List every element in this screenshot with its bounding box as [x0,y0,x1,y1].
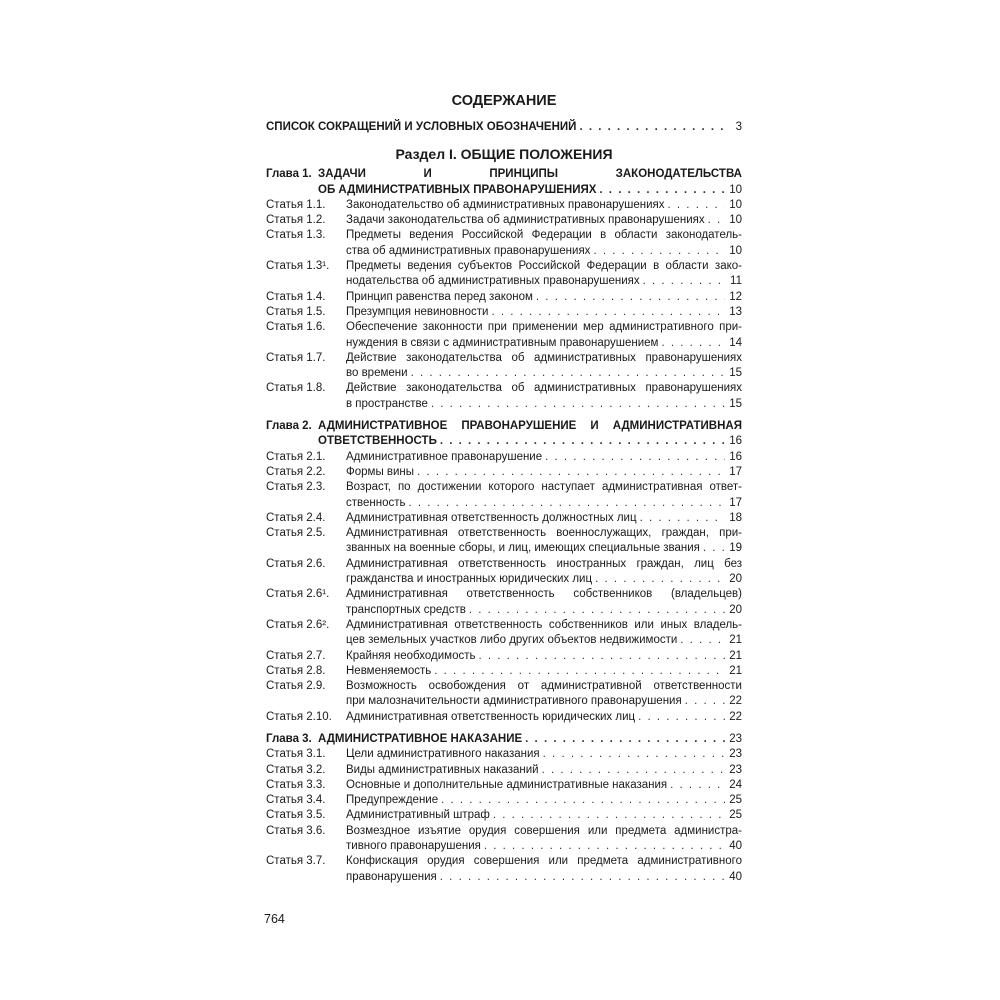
toc-leader-line [346,649,742,664]
toc-entry-label: Статья 1.1. [266,198,326,211]
toc-entry-title [346,808,742,823]
toc-entry-label: Статья 2.7. [266,649,326,662]
toc-leader-line [318,732,742,747]
toc-leader-line [346,274,742,289]
toc-page-number: 10 [729,198,742,211]
toc-entry-title [346,213,742,228]
toc-title-line: ЗАДАЧИ И ПРИНЦИПЫ ЗАКОНОДАТЕЛЬСТВА [318,168,742,181]
toc-entry-label: Статья 2.6². [266,618,330,631]
toc-page-number: 40 [729,870,742,883]
toc-title-line: Обеспечение законности при применении мер административного при- [346,321,742,334]
dot-leader [417,465,725,480]
toc-leader-line [346,710,742,725]
toc-page-number: 40 [729,840,742,853]
toc-title-line: Предметы ведения Российской Федерации в области законодатель- [346,229,742,242]
toc-title-line: СПИСОК СОКРАЩЕНИЙ И УСЛОВНЫХ ОБОЗНАЧЕНИЙ [266,121,577,133]
toc-entry-label: Статья 1.3¹. [266,260,330,273]
toc-title-line: ОТВЕТСТВЕННОСТЬ [318,435,437,448]
toc-title-line: Законодательство об административных правонарушениях [346,198,665,211]
toc-leader-line [346,511,742,526]
toc-entry-label: Статья 3.1. [266,748,326,761]
toc-title-line: Административная ответственность собственников (владельцев) [346,588,742,601]
toc-chapter-entry[interactable] [266,419,742,450]
toc-entry-label: Статья 1.4. [266,290,326,303]
section-heading: Раздел I. ОБЩИЕ ПОЛОЖЕНИЯ [395,146,613,163]
toc-leader-line [346,366,742,381]
toc-leader-line [346,572,742,587]
toc-entry-label: Глава 1. [266,168,312,181]
toc-page-number: 23 [729,732,742,745]
dot-leader [525,732,725,747]
toc-page-number: 21 [729,634,742,647]
toc-title-line: Действие законодательства об административных правонарушениях [346,382,742,395]
toc-title-line: Административный штраф [346,809,490,822]
dot-leader [545,450,725,465]
toc-leader-line [346,213,742,228]
toc-page-number: 23 [729,748,742,761]
toc-leader-line [346,336,742,351]
dot-leader [680,633,725,648]
dot-leader [640,511,725,526]
toc-entry-label: Глава 2. [266,420,312,433]
toc-title-line: Цели административного наказания [346,748,540,761]
toc-leader-line [318,434,742,449]
toc-entry-title [318,167,742,198]
dot-leader [409,496,726,511]
toc-leader-line [346,603,742,618]
toc-page-number: 24 [729,778,742,791]
toc-title-line: Возраст, по достижении которого наступает административная ответ- [346,481,742,494]
dot-leader [708,213,725,228]
toc-page-number: 21 [729,649,742,662]
toc-entry-title [318,732,742,747]
toc-entry-title [346,664,742,679]
toc-title-line: тивного правонарушения [346,840,481,853]
toc-title-line: Виды административных наказаний [346,763,539,776]
toc-page-number: 23 [729,763,742,776]
toc-title-line: Административная ответственность должностных лиц [346,511,637,524]
dot-leader [661,336,725,351]
toc-title-line: ственность [346,496,406,509]
toc-title-line: Конфискация орудия совершения или предмета административного [346,855,742,868]
toc-article-entry[interactable] [266,290,742,305]
dot-leader [469,603,725,618]
toc-page-number: 18 [729,511,742,524]
toc-article-entry[interactable] [266,778,742,793]
toc-title-line: нуждения в связи с административным правонарушением [346,336,659,349]
toc-leader-line [346,778,742,793]
dot-leader [670,778,725,793]
toc-article-entry[interactable] [266,511,742,526]
toc-article-entry[interactable] [266,649,742,664]
toc-article-entry[interactable] [266,710,742,725]
toc-title-line: Крайняя необходимость [346,649,476,662]
toc-leader-line [346,541,742,556]
toc-article-entry[interactable] [266,557,742,588]
toc-article-entry[interactable] [266,763,742,778]
toc-entry-title [346,465,742,480]
toc-title-line: АДМИНИСТРАТИВНОЕ НАКАЗАНИЕ [318,732,523,745]
toc-title-line: ства об административных правонарушениях [346,244,591,257]
toc-entry-title [346,679,742,710]
toc-entry-label: Статья 3.2. [266,763,326,776]
toc-page-number: 25 [729,809,742,822]
toc-entry-title [346,511,742,526]
toc-title-line: Предметы ведения субъектов Российской Федерации в области зако- [346,260,742,273]
toc-leader-line [346,465,742,480]
toc-entry-title [346,259,742,290]
toc-title-line: Формы вины [346,465,415,478]
dot-leader [440,870,725,885]
toc-article-entry[interactable] [266,351,742,382]
dot-leader [685,694,725,709]
toc-leader-line [266,120,742,135]
toc-entry-label: Статья 2.3. [266,481,326,494]
toc-article-entry[interactable] [266,198,742,213]
dot-leader [595,572,725,587]
toc-leader-line [346,839,742,854]
toc-article-entry[interactable] [266,305,742,320]
toc-title-line: Административная ответственность собственников или иных владель- [346,618,742,631]
toc-entry-title [346,557,742,588]
dot-leader [431,397,725,412]
toc-entry-label: Статья 2.2. [266,465,326,478]
chapter-gap [266,725,742,732]
toc-title-line: во времени [346,367,408,380]
toc-entry-title [346,320,742,351]
toc-page-number: 21 [729,664,742,677]
toc-entry-title [318,419,742,450]
toc-leader-line [346,747,742,762]
toc-page-number: 19 [729,542,742,555]
toc-title-line: Административная ответственность юридических лиц [346,710,636,723]
toc-article-entry[interactable] [266,228,742,259]
toc-entry-label: Статья 1.2. [266,214,326,227]
toc-article-entry[interactable] [266,465,742,480]
toc-entry-label: Статья 2.9. [266,680,326,693]
toc-article-entry[interactable] [266,664,742,679]
toc-title-line: Действие законодательства об административных правонарушениях [346,351,742,364]
toc-page-number: 3 [735,121,742,133]
dot-leader [542,763,725,778]
toc-chapter-entry[interactable] [266,167,742,198]
toc-leader-line [346,496,742,511]
toc-title-line: Принцип равенства перед законом [346,290,533,303]
toc-article-entry[interactable] [266,747,742,762]
toc-page-number: 17 [729,496,742,509]
toc-title-line: в пространстве [346,397,428,410]
toc-page-number: 20 [729,603,742,616]
toc-entry-title [346,618,742,649]
dot-leader [484,839,725,854]
dot-leader [493,808,725,823]
toc-chapter-entry[interactable] [266,732,742,747]
toc-title-line: Административная ответственность иностранных граждан, лиц без [346,557,742,570]
dot-leader [543,747,725,762]
toc-title-line: Презумпция невиновности [346,305,489,318]
toc-page-number: 17 [729,465,742,478]
toc-title-line: Возмездное изъятие орудия совершения или предмета администра- [346,824,742,837]
toc-leader-line [346,633,742,648]
toc-article-entry[interactable] [266,480,742,511]
toc-page-number: 13 [729,305,742,318]
toc-article-entry[interactable] [266,618,742,649]
toc-page-number: 20 [729,573,742,586]
toc-leader-line [346,870,742,885]
toc-title-line: транспортных средств [346,603,466,616]
toc-entry-label: Статья 2.8. [266,664,326,677]
toc-title-line: Задачи законодательства об административных правонарушениях [346,214,705,227]
dot-leader [478,649,725,664]
toc-entry-title [346,763,742,778]
toc-entry-label: Статья 2.1. [266,450,326,463]
toc-entry-title [346,793,742,808]
toc-title-line: при малозначительности административного правонарушения [346,695,682,708]
toc-leader-line [346,290,742,305]
toc-page-number: 10 [729,244,742,257]
toc-page-number: 16 [729,450,742,463]
toc-page-number: 10 [729,214,742,227]
toc-entry-label: Статья 3.3. [266,778,326,791]
toc-entry-title [346,198,742,213]
chapter-gap [266,412,742,419]
toc-entry-label: Статья 3.5. [266,809,326,822]
toc-page-number: 14 [729,336,742,349]
toc-title-line: Административное правонарушение [346,450,543,463]
toc-entry-label: Статья 1.6. [266,321,326,334]
dot-leader [668,198,725,213]
toc-page-number: 22 [729,695,742,708]
toc-article-entry[interactable] [266,450,742,465]
toc-page-number: 12 [729,290,742,303]
toc-title-line: Основные и дополнительные административные наказания [346,778,668,791]
toc-leader-line [346,694,742,709]
toc-entry-title [346,526,742,557]
toc-leader-line [346,397,742,412]
toc-article-entry[interactable] [266,854,742,885]
toc-article-entry[interactable] [266,526,742,557]
toc-title-line: Возможность освобождения от административной ответственности [346,680,742,693]
toc-title-line: Административная ответственность военнослужащих, граждан, при- [346,527,742,540]
toc-entry-title [346,305,742,320]
toc-entry-title [346,587,742,618]
toc-entry-title [346,710,742,725]
toc-entry-label: Статья 1.3. [266,229,326,242]
toc-entry-label: Статья 2.6¹. [266,588,330,601]
toc-entry-title [346,228,742,259]
page-number: 764 [264,912,285,926]
toc-entry-label: Статья 2.6. [266,557,326,570]
toc-leader-line [346,198,742,213]
toc-title-line: правонарушения [346,870,437,883]
toc-entry-label: Статья 3.6. [266,824,326,837]
dot-leader [434,664,725,679]
toc-entry-title [346,747,742,762]
toc-entry-title [346,290,742,305]
table-of-contents [266,88,742,885]
toc-entry-title [346,351,742,382]
toc-leader-line [318,183,742,198]
dot-leader [599,183,725,198]
toc-article-entry[interactable] [266,808,742,823]
toc-page-number: 22 [729,710,742,723]
toc-article-entry[interactable] [266,381,742,412]
toc-leader-line [346,808,742,823]
dot-leader [579,120,725,135]
toc-entry-label: Статья 3.7. [266,855,326,868]
toc-leader-line [346,305,742,320]
toc-leader-line [346,244,742,259]
toc-entry-label: Статья 1.8. [266,382,326,395]
dot-leader [593,244,725,259]
toc-title-line: Невменяемость [346,664,432,677]
dot-leader [703,541,725,556]
toc-article-entry[interactable] [266,793,742,808]
toc-title-line: АДМИНИСТРАТИВНОЕ ПРАВОНАРУШЕНИЕ И АДМИНИСТРАТИВНАЯ [318,420,742,433]
toc-abbreviations-entry[interactable] [266,120,742,135]
toc-entry-label: Статья 1.5. [266,305,326,318]
toc-title-line: Предупреждение [346,794,439,807]
toc-page-number: 11 [730,275,742,288]
dot-leader [440,434,725,449]
toc-leader-line [346,763,742,778]
toc-entry-title [346,480,742,511]
toc-entry-title [346,778,742,793]
toc-entry-label: Статья 3.4. [266,794,326,807]
dot-leader [411,366,725,381]
toc-title-line: званных на военные сборы, и лиц, имеющих специальные звания [346,542,700,555]
toc-leader-line [346,664,742,679]
toc-article-entry[interactable] [266,320,742,351]
toc-entry-label: Статья 2.5. [266,527,326,540]
toc-article-entry[interactable] [266,587,742,618]
toc-entry-label: Статья 2.4. [266,511,326,524]
toc-entry-title [346,854,742,885]
toc-article-entry[interactable] [266,213,742,228]
toc-entry-label: Статья 2.10. [266,710,332,723]
toc-title-line: гражданства и иностранных юридических лиц [346,573,593,586]
toc-page-number: 15 [729,397,742,410]
toc-page-number: 15 [729,367,742,380]
dot-leader [441,793,725,808]
toc-title-line: нодательства об административных правонарушениях [346,275,640,288]
dot-leader [491,305,725,320]
toc-entry-title [346,824,742,855]
toc-page-number: 10 [729,183,742,196]
toc-article-entry[interactable] [266,824,742,855]
toc-entry-label: Глава 3. [266,732,312,745]
toc-title-line: ОБ АДМИНИСТРАТИВНЫХ ПРАВОНАРУШЕНИЯХ [318,183,597,196]
toc-article-entry[interactable] [266,679,742,710]
toc-entry-title [346,649,742,664]
toc-article-entry[interactable] [266,259,742,290]
page-title: СОДЕРЖАНИЕ [451,93,557,109]
dot-leader [643,274,725,289]
dot-leader [638,710,725,725]
toc-leader-line [346,450,742,465]
toc-leader-line [346,793,742,808]
toc-entry-title [346,381,742,412]
toc-title-line: цев земельных участков либо других объектов недвижимости [346,634,678,647]
toc-page-number: 16 [729,435,742,448]
toc-page-number: 25 [729,794,742,807]
toc-entry-title [346,450,742,465]
toc-entry-title [266,120,742,135]
toc-entry-label: Статья 1.7. [266,351,326,364]
dot-leader [536,290,725,305]
toc-list [266,120,742,885]
